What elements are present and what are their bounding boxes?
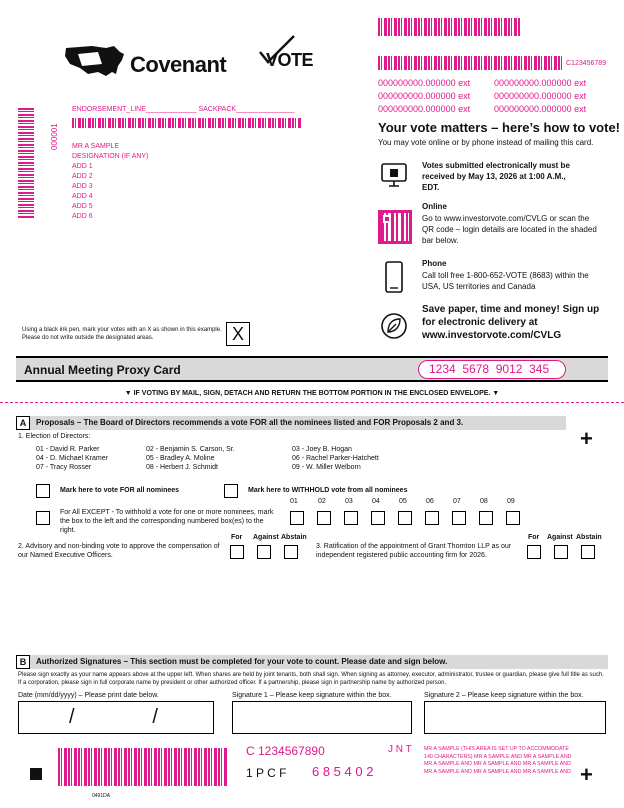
form-code: 0491DA — [92, 793, 111, 799]
footer-jnt: J N T — [388, 744, 412, 755]
nominee-number: 06 — [426, 498, 434, 505]
nominee-02-checkbox[interactable] — [317, 511, 331, 525]
brand-name: Covenant — [130, 52, 227, 77]
proxy-card-bar — [16, 356, 608, 382]
nominee: 06 - Rachel Parker-Hatchett — [292, 455, 379, 462]
date-label: Date (mm/dd/yyyy) – Please print date below. — [18, 692, 159, 699]
qr-code-icon — [378, 210, 412, 244]
nominee: 07 - Tracy Rosser — [36, 464, 92, 471]
online-text: Go to www.investorvote.com/CVLG or scan the QR code – login details are located in the shaded bar below. — [422, 214, 597, 245]
nominee-09-checkbox[interactable] — [506, 511, 520, 525]
p3-against-header: Against — [547, 534, 573, 541]
nominee-list — [36, 446, 436, 476]
footer-control: C 1234567890 — [246, 744, 325, 758]
p3-abstain-header: Abstain — [576, 534, 602, 541]
example-mark-box — [226, 322, 250, 346]
section-a-header — [16, 416, 566, 430]
proxy-number-box — [418, 360, 566, 379]
top-barcode-long — [378, 56, 564, 70]
vote-for-all-label: Mark here to vote FOR all nominees — [60, 487, 180, 494]
address-line: ADD 5 — [72, 203, 93, 210]
section-b-header — [16, 655, 608, 669]
mail-instruction: ▼ IF VOTING BY MAIL, SIGN, DETACH AND RETURN THE BOTTOM PORTION IN THE ENCLOSED ENVELOPE. ▼ — [124, 390, 500, 397]
phone-text: Call toll free 1-800-652-VOTE (8683) within the USA, US territories and Canada — [422, 271, 589, 291]
withhold-all-checkbox[interactable] — [224, 484, 238, 498]
side-barcode — [18, 108, 34, 218]
ext-code: 000000000.000000 ext — [494, 78, 587, 88]
address-line: ADD 6 — [72, 213, 93, 220]
address-line: ADD 3 — [72, 183, 93, 190]
registration-plus-icon: + — [580, 426, 593, 451]
signature-2-input[interactable] — [424, 701, 606, 734]
computer-icon — [380, 162, 408, 188]
address-barcode — [72, 118, 302, 128]
online-title: Online — [422, 202, 447, 211]
proposal-3-for-checkbox[interactable] — [527, 545, 541, 559]
p2-against-header: Against — [253, 534, 279, 541]
covenant-logo — [62, 42, 252, 82]
nominee: 04 - D. Michael Kramer — [36, 455, 108, 462]
vote-logo — [258, 34, 320, 74]
address-lines — [72, 142, 149, 222]
for-all-except-label: For All EXCEPT - To withhold a vote for one or more nominees, mark the box to the left and the corresponding numbered box(es) to the right. — [60, 509, 274, 534]
election-label: 1. Election of Directors: — [18, 433, 91, 440]
section-b-letter: B — [16, 655, 30, 669]
footer-number: 6 8 5 4 0 2 — [312, 764, 374, 779]
nominee: 09 - W. Miller Welborn — [292, 464, 361, 471]
nominee-number: 09 — [507, 498, 515, 505]
phone-icon — [384, 260, 404, 294]
for-all-except-checkbox[interactable] — [36, 511, 50, 525]
nominee-04-checkbox[interactable] — [371, 511, 385, 525]
nominee: 05 - Bradley A. Moline — [146, 455, 215, 462]
nominee-number: 03 — [345, 498, 353, 505]
proposal-3-against-checkbox[interactable] — [554, 545, 568, 559]
ext-code: 000000000.000000 ext — [378, 78, 471, 88]
signature-instructions: Please sign exactly as your name appears above at the upper left. When shares are held by joint tenants, both shall sign. When signing as attorney, executor, administrator, trustee or guardian, please give full title as such. If a corporation, please sign in full corporate name by president or other authorized officer. If a partnership, please sign in partnership name by authorized person. — [18, 672, 604, 686]
footer-sample-text: MR A SAMPLE (THIS AREA IS SET UP TO ACCOMMODATE 140 CHARACTERS) MR A SAMPLE AND MR A SAMPLE AND MR A SAMPLE AND MR A SAMPLE AND MR A SAMPLE AND MR A SAMPLE AND MR A SAMPLE AND MR A SAMPLE AND — [424, 746, 572, 775]
ink-instruction: Using a black ink pen, mark your votes with an X as shown in this example. Please do not write outside the designated areas. — [22, 327, 222, 341]
nominee: 03 - Joey B. Hogan — [292, 446, 352, 453]
address-line: ADD 4 — [72, 193, 93, 200]
proposal-3-abstain-checkbox[interactable] — [581, 545, 595, 559]
proposal-2-against-checkbox[interactable] — [257, 545, 271, 559]
footer-barcode — [58, 748, 228, 786]
control-code: C123456789 — [566, 60, 607, 67]
detach-line — [0, 402, 624, 403]
nominee-01-checkbox[interactable] — [290, 511, 304, 525]
us-map-icon — [62, 42, 128, 82]
nominee-number-boxes — [288, 498, 528, 532]
nominee-number: 04 — [372, 498, 380, 505]
sig2-label: Signature 2 – Please keep signature within the box. — [424, 692, 584, 699]
endorsement-line: ENDORSEMENT_LINE_____________ SACKPACK_______________ — [72, 106, 295, 113]
example-mark: X — [231, 324, 244, 344]
p3-for-header: For — [528, 534, 540, 541]
proposal-3-text: 3. Ratification of the appointment of Grant Thornton LLP as our independent registered public accounting firm for 2026. — [316, 543, 512, 559]
leaf-icon — [380, 312, 408, 340]
proposal-2-abstain-checkbox[interactable] — [284, 545, 298, 559]
date-input[interactable] — [18, 701, 214, 734]
nominee-number: 08 — [480, 498, 488, 505]
nominee-number: 01 — [290, 498, 298, 505]
withhold-all-label: Mark here to WITHHOLD vote from all nominees — [248, 487, 408, 494]
top-barcode — [378, 18, 520, 36]
nominee-06-checkbox[interactable] — [425, 511, 439, 525]
section-a-letter: A — [16, 416, 30, 430]
sig1-label: Signature 1 – Please keep signature within the box. — [232, 692, 392, 699]
proxy-number: 1234 5678 9012 345 — [429, 362, 550, 376]
proposal-2-for-checkbox[interactable] — [230, 545, 244, 559]
nominee-number: 07 — [453, 498, 461, 505]
address-line: MR A SAMPLE — [72, 143, 120, 150]
ext-code: 000000000.000000 ext — [494, 104, 587, 114]
vote-for-all-checkbox[interactable] — [36, 484, 50, 498]
nominee-number: 05 — [399, 498, 407, 505]
address-line: ADD 2 — [72, 173, 93, 180]
registration-square — [30, 768, 42, 780]
registration-plus-icon-bottom: + — [580, 762, 593, 787]
nominee-03-checkbox[interactable] — [344, 511, 358, 525]
p2-for-header: For — [231, 534, 243, 541]
how-to-subtitle: You may vote online or by phone instead of mailing this card. — [378, 138, 594, 147]
phone-title: Phone — [422, 259, 447, 268]
vote-text: VOTE — [266, 50, 314, 70]
nominee: 01 - David R. Parker — [36, 446, 100, 453]
how-to-title: Your vote matters – here’s how to vote! — [378, 120, 620, 135]
ext-code: 000000000.000000 ext — [494, 91, 587, 101]
nominee: 02 - Benjamin S. Carson, Sr. — [146, 446, 235, 453]
sequence-number: 000001 — [50, 123, 59, 150]
address-line: DESIGNATION (IF ANY) — [72, 153, 149, 160]
address-line: ADD 1 — [72, 163, 93, 170]
signature-1-input[interactable] — [232, 701, 412, 734]
deadline-text: Votes submitted electronically must be received by May 13, 2026 at 1:00 A.M., EDT. — [422, 161, 570, 192]
p2-abstain-header: Abstain — [281, 534, 307, 541]
ext-code: 000000000.000000 ext — [378, 91, 471, 101]
section-b-title: Authorized Signatures – This section must be completed for your vote to count. Please date and sign below. — [36, 657, 448, 666]
nominee-05-checkbox[interactable] — [398, 511, 412, 525]
save-text: Save paper, time and money! Sign up for electronic delivery at www.investorvote.com/CVLG — [422, 304, 600, 341]
section-a-title: Proposals – The Board of Directors recommends a vote FOR all the nominees listed and FOR Proposals 2 and 3. — [36, 418, 464, 427]
ext-code: 000000000.000000 ext — [378, 104, 471, 114]
date-separators: / / — [69, 706, 158, 728]
nominee: 08 - Herbert J. Schmidt — [146, 464, 218, 471]
proposal-2-text: 2. Advisory and non-binding vote to approve the compensation of our Named Executive Officers. — [18, 543, 220, 559]
nominee-number: 02 — [318, 498, 326, 505]
footer-code: 1 P C F — [246, 766, 287, 780]
nominee-07-checkbox[interactable] — [452, 511, 466, 525]
proxy-card-title: Annual Meeting Proxy Card — [24, 363, 181, 377]
nominee-08-checkbox[interactable] — [479, 511, 493, 525]
